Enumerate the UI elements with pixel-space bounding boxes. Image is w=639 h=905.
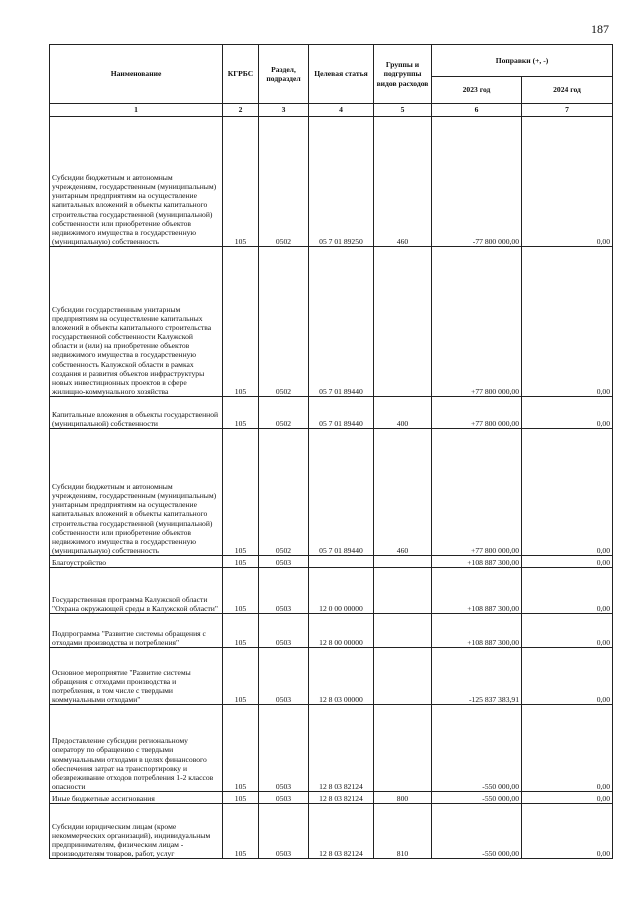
table-row (50, 648, 613, 705)
row-section: 0503 (259, 614, 309, 648)
row-name: Субсидии бюджетным и автономным учреждениям, государственным (муниципальным) унитарным предприятиям на осуществление капитальных вложений в объекты капитального строительства государственной (муниципальной) собственности или приобретение объектов недвижимого имущества в государственную (муниципальную) собственность (50, 117, 223, 247)
column-number: 6 (432, 104, 522, 117)
header-year-2023: 2023 год (432, 77, 522, 104)
row-value-2023: +108 887 300,00 (432, 614, 522, 648)
row-target-article: 12 8 03 82124 (309, 792, 374, 804)
row-value-2023: +77 800 000,00 (432, 429, 522, 556)
row-section: 0503 (259, 556, 309, 568)
column-number: 1 (50, 104, 223, 117)
header-kgrbs: КГРБС (223, 45, 259, 104)
table-row (50, 568, 613, 614)
row-expense-group: 800 (374, 792, 432, 804)
row-name: Предоставление субсидии региональному оператору по обращению с твердыми коммунальными отходами в целях финансового обеспечения затрат на транспортировку и обезвреживание отходов потребления 1-2 классов опасности (50, 705, 223, 792)
table-row (50, 792, 613, 804)
header-section: Раздел, подраздел (259, 45, 309, 104)
row-kgrbs: 105 (223, 117, 259, 247)
row-value-2024: 0,00 (522, 429, 613, 556)
row-target-article: 05 7 01 89440 (309, 429, 374, 556)
row-name: Основное мероприятие "Развитие системы обращения с отходами производства и потребления, в том числе с твердыми коммунальными отходами" (50, 648, 223, 705)
column-number-row (50, 104, 613, 117)
row-expense-group: 460 (374, 117, 432, 247)
column-number: 5 (374, 104, 432, 117)
row-value-2024: 0,00 (522, 804, 613, 859)
row-target-article: 05 7 01 89250 (309, 117, 374, 247)
row-target-article (309, 556, 374, 568)
table-row (50, 556, 613, 568)
row-section: 0503 (259, 804, 309, 859)
row-expense-group: 810 (374, 804, 432, 859)
header-expense-groups: Группы и подгруппы видов расходов (374, 45, 432, 104)
row-value-2023: +77 800 000,00 (432, 397, 522, 429)
row-value-2024: 0,00 (522, 247, 613, 397)
row-section: 0503 (259, 792, 309, 804)
row-kgrbs: 105 (223, 397, 259, 429)
row-target-article: 05 7 01 89440 (309, 247, 374, 397)
table-row (50, 247, 613, 397)
table-row (50, 429, 613, 556)
table-row (50, 705, 613, 792)
row-value-2024: 0,00 (522, 614, 613, 648)
row-kgrbs: 105 (223, 614, 259, 648)
row-value-2023: -125 837 383,91 (432, 648, 522, 705)
row-target-article: 12 8 03 00000 (309, 648, 374, 705)
row-expense-group: 400 (374, 397, 432, 429)
row-section: 0503 (259, 648, 309, 705)
header-year-2024: 2024 год (522, 77, 613, 104)
row-expense-group (374, 648, 432, 705)
row-name: Благоустройство (50, 556, 223, 568)
row-section: 0502 (259, 397, 309, 429)
row-value-2024: 0,00 (522, 648, 613, 705)
row-name: Государственная программа Калужской области "Охрана окружающей среды в Калужской области" (50, 568, 223, 614)
row-kgrbs: 105 (223, 568, 259, 614)
row-target-article: 05 7 01 89440 (309, 397, 374, 429)
row-value-2023: -550 000,00 (432, 804, 522, 859)
row-value-2024: 0,00 (522, 705, 613, 792)
table-row (50, 614, 613, 648)
row-value-2024: 0,00 (522, 117, 613, 247)
row-expense-group: 460 (374, 429, 432, 556)
budget-table (49, 44, 613, 859)
table-row (50, 117, 613, 247)
row-expense-group (374, 705, 432, 792)
row-name: Капитальные вложения в объекты государственной (муниципальной) собственности (50, 397, 223, 429)
row-value-2023: +108 887 300,00 (432, 556, 522, 568)
column-number: 4 (309, 104, 374, 117)
row-expense-group (374, 556, 432, 568)
column-number: 2 (223, 104, 259, 117)
column-number: 3 (259, 104, 309, 117)
row-value-2024: 0,00 (522, 792, 613, 804)
row-name: Субсидии бюджетным и автономным учреждениям, государственным (муниципальным) унитарным предприятиям на осуществление капитальных вложений в объекты капитального строительства государственной (муниципальной) собственности или приобретение объектов недвижимого имущества в государственную (муниципальную) собственность (50, 429, 223, 556)
row-name: Подпрограмма "Развитие системы обращения с отходами производства и потребления" (50, 614, 223, 648)
row-value-2024: 0,00 (522, 397, 613, 429)
row-target-article: 12 8 03 82124 (309, 705, 374, 792)
row-kgrbs: 105 (223, 556, 259, 568)
row-kgrbs: 105 (223, 705, 259, 792)
table-row (50, 804, 613, 859)
header-target-article: Целевая статья (309, 45, 374, 104)
row-target-article: 12 0 00 00000 (309, 568, 374, 614)
row-expense-group (374, 568, 432, 614)
row-expense-group (374, 247, 432, 397)
row-value-2023: -550 000,00 (432, 705, 522, 792)
row-section: 0502 (259, 247, 309, 397)
row-kgrbs: 105 (223, 792, 259, 804)
row-section: 0503 (259, 568, 309, 614)
row-value-2023: -77 800 000,00 (432, 117, 522, 247)
table-row (50, 397, 613, 429)
column-number: 7 (522, 104, 613, 117)
header-amendments: Поправки (+, -) (432, 45, 613, 77)
row-target-article: 12 8 00 00000 (309, 614, 374, 648)
row-name: Субсидии юридическим лицам (кроме некоммерческих организаций), индивидуальным предпринимателям, физическим лицам - производителям товаров, работ, услуг (50, 804, 223, 859)
row-section: 0502 (259, 429, 309, 556)
row-kgrbs: 105 (223, 648, 259, 705)
row-kgrbs: 105 (223, 247, 259, 397)
row-target-article: 12 8 03 82124 (309, 804, 374, 859)
row-value-2024: 0,00 (522, 568, 613, 614)
row-section: 0502 (259, 117, 309, 247)
row-kgrbs: 105 (223, 429, 259, 556)
row-section: 0503 (259, 705, 309, 792)
row-value-2024: 0,00 (522, 556, 613, 568)
row-expense-group (374, 614, 432, 648)
row-name: Иные бюджетные ассигнования (50, 792, 223, 804)
row-value-2023: +77 800 000,00 (432, 247, 522, 397)
page-number: 187 (591, 22, 609, 36)
row-kgrbs: 105 (223, 804, 259, 859)
row-value-2023: +108 887 300,00 (432, 568, 522, 614)
header-name: Наименование (50, 45, 223, 104)
row-value-2023: -550 000,00 (432, 792, 522, 804)
row-name: Субсидии государственным унитарным предприятиям на осуществление капитальных вложений в объекты капитального строительства государственной собственности Калужской области и (или) на приобретение объектов недвижимого имущества в государственную собственность Калужской области в рамках создания и развития объектов инфраструктуры новых инвестиционных проектов в сфере жилищно-коммунального хозяйства (50, 247, 223, 397)
